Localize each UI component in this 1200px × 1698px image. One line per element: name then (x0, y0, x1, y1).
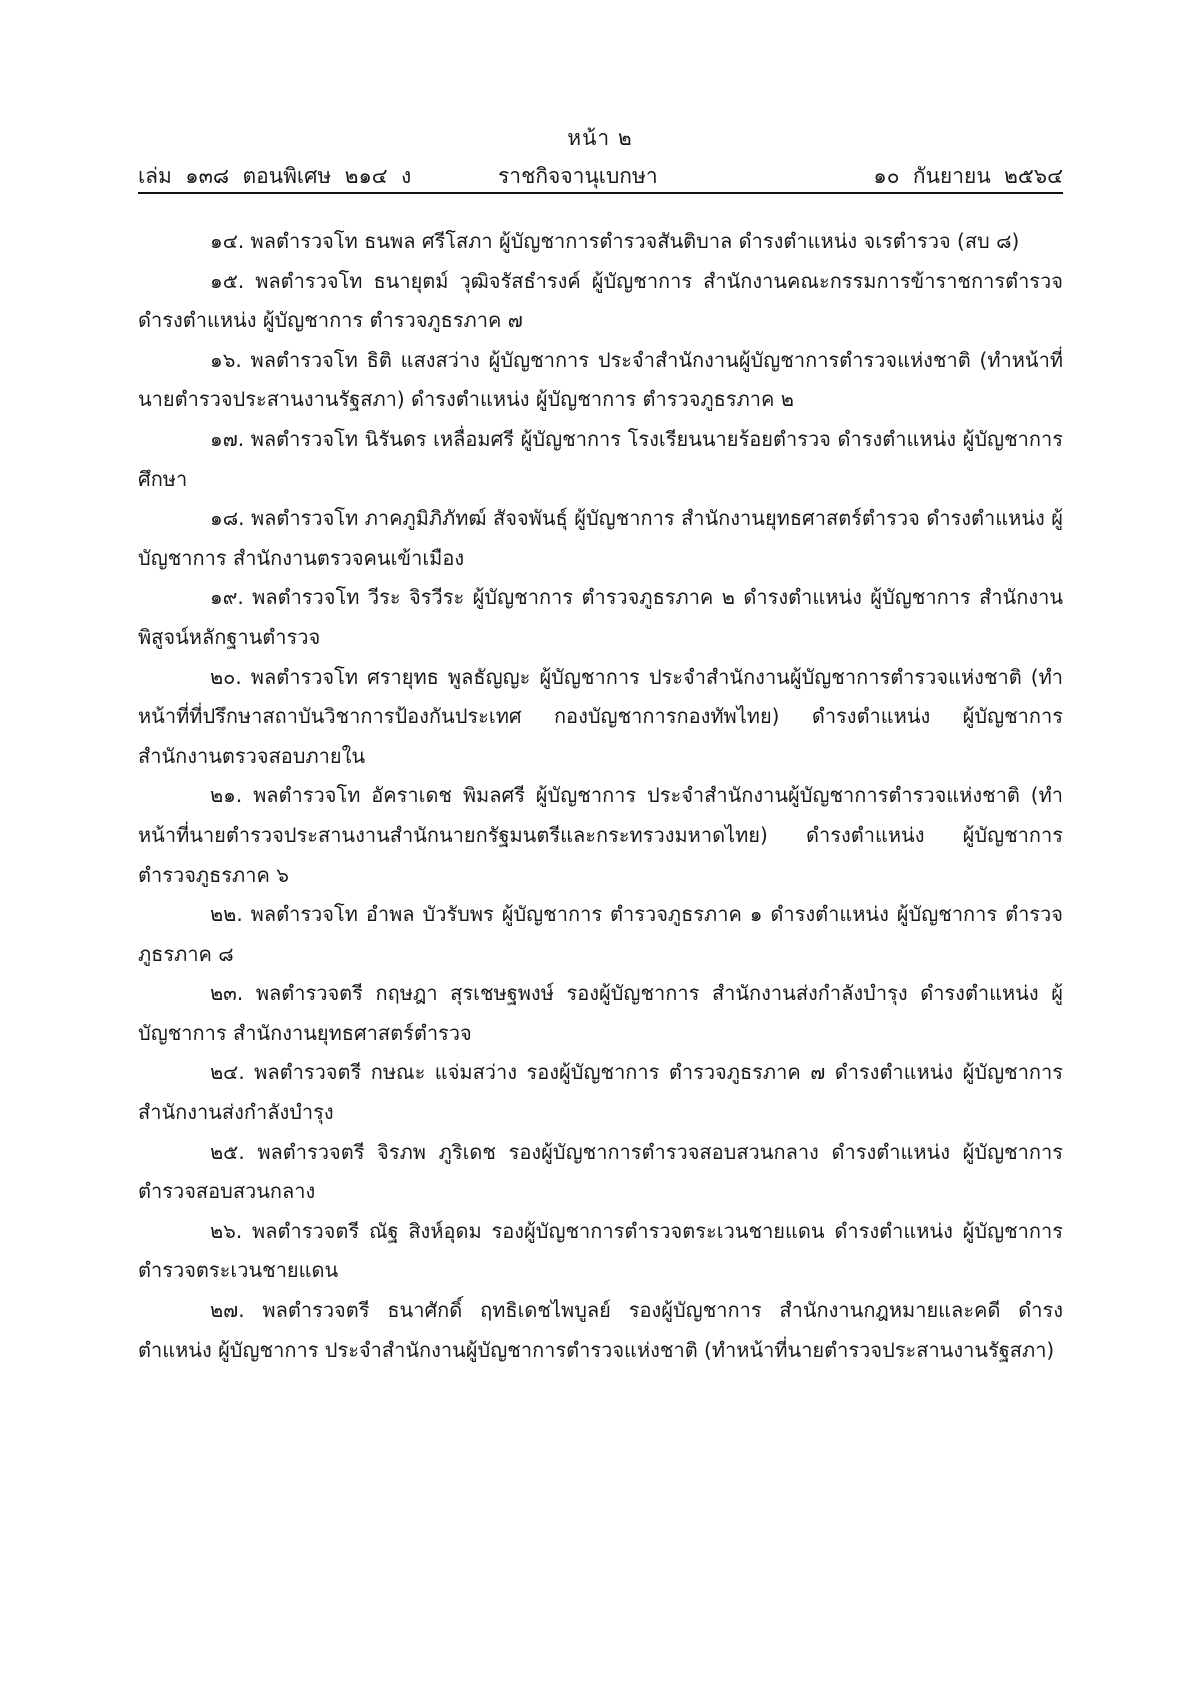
list-item: ๑๔. พลตำรวจโท ธนพล ศรีโสภา ผู้บัญชาการตำรวจสันติบาล ดำรงตำแหน่ง จเรตำรวจ (สบ ๘) (210, 229, 1020, 253)
list-item: ๒๐. พลตำรวจโท ศรายุทธ พูลธัญญะ ผู้บัญชาการ ประจำสำนักงานผู้บัญชาการตำรวจแห่งชาติ (ทำหน้าที่ที่ปรึกษาสถาบันวิชาการป้องกันประเทศ กองบัญชาการกองทัพไทย) ดำรงตำแหน่ง ผู้บัญชาการ สำนักงานตรวจสอบภายใน (138, 664, 1063, 768)
list-item: ๒๔. พลตำรวจตรี กษณะ แจ่มสว่าง รองผู้บัญชาการ ตำรวจภูธรภาค ๗ ดำรงตำแหน่ง ผู้บัญชาการ สำนักงานส่งกำลังบำรุง (138, 1060, 1063, 1125)
list-item: ๑๗. พลตำรวจโท นิรันดร เหลื่อมศรี ผู้บัญชาการ โรงเรียนนายร้อยตำรวจ ดำรงตำแหน่ง ผู้บัญชาการศึกษา (138, 426, 1063, 491)
gazette-header (138, 160, 1063, 194)
list-item: ๑๕. พลตำรวจโท ธนายุตม์ วุฒิจรัสธำรงค์ ผู้บัญชาการ สำนักงานคณะกรรมการข้าราชการตำรวจ ดำรงตำแหน่ง ผู้บัญชาการ ตำรวจภูธรภาค ๗ (138, 268, 1063, 333)
list-item: ๒๓. พลตำรวจตรี กฤษฎา สุรเชษฐพงษ์ รองผู้บัญชาการ สำนักงานส่งกำลังบำรุง ดำรงตำแหน่ง ผู้บัญชาการ สำนักงานยุทธศาสตร์ตำรวจ (138, 981, 1063, 1045)
header-date: ๑๐ กันยายน ๒๕๖๔ (873, 164, 1063, 188)
list-item: ๑๘. พลตำรวจโท ภาคภูมิภิภัทฒ์ สัจจพันธุ์ ผู้บัญชาการ สำนักงานยุทธศาสตร์ตำรวจ ดำรงตำแหน่ง ผู้บัญชาการ สำนักงานตรวจคนเข้าเมือง (138, 506, 1063, 570)
list-item: ๑๖. พลตำรวจโท ธิติ แสงสว่าง ผู้บัญชาการ ประจำสำนักงานผู้บัญชาการตำรวจแห่งชาติ (ทำหน้าที่นายตำรวจประสานงานรัฐสภา) ดำรงตำแหน่ง ผู้บัญชาการ ตำรวจภูธรภาค ๒ (138, 347, 1063, 412)
list-item: ๑๙. พลตำรวจโท วีระ จิรวีระ ผู้บัญชาการ ตำรวจภูธรภาค ๒ ดำรงตำแหน่ง ผู้บัญชาการ สำนักงานพิสูจน์หลักฐานตำรวจ (138, 585, 1063, 649)
header-volume: เล่ม ๑๓๘ ตอนพิเศษ ๒๑๔ ง (138, 164, 412, 188)
list-item: ๒๕. พลตำรวจตรี จิรภพ ภูริเดช รองผู้บัญชาการตำรวจสอบสวนกลาง ดำรงตำแหน่ง ผู้บัญชาการตำรวจสอบสวนกลาง (138, 1139, 1063, 1204)
list-item: ๒๗. พลตำรวจตรี ธนาศักดิ์ ฤทธิเดชไพบูลย์ รองผู้บัญชาการ สำนักงานกฎหมายและคดี ดำรงตำแหน่ง ผู้บัญชาการ ประจำสำนักงานผู้บัญชาการตำรวจแห่งชาติ (ทำหน้าที่นายตำรวจประสานงานรัฐสภา) (138, 1298, 1063, 1362)
list-item: ๒๑. พลตำรวจโท อัคราเดช พิมลศรี ผู้บัญชาการ ประจำสำนักงานผู้บัญชาการตำรวจแห่งชาติ (ทำหน้าที่นายตำรวจประสานงานสำนักนายกรัฐมนตรีและกระทรวงมหาดไทย) ดำรงตำแหน่ง ผู้บัญชาการ ตำรวจภูธรภาค ๖ (138, 783, 1063, 887)
list-item: ๒๖. พลตำรวจตรี ณัฐ สิงห์อุดม รองผู้บัญชาการตำรวจตระเวนชายแดน ดำรงตำแหน่ง ผู้บัญชาการตำรวจตระเวนชายแดน (138, 1218, 1063, 1283)
list-item: ๒๒. พลตำรวจโท อำพล บัวรับพร ผู้บัญชาการ ตำรวจภูธรภาค ๑ ดำรงตำแหน่ง ผู้บัญชาการ ตำรวจภูธรภาค ๘ (138, 902, 1063, 966)
document-body (138, 222, 1063, 1370)
page-number: หน้า ๒ (567, 126, 633, 150)
header-title: ราชกิจจานุเบกษา (498, 164, 658, 188)
